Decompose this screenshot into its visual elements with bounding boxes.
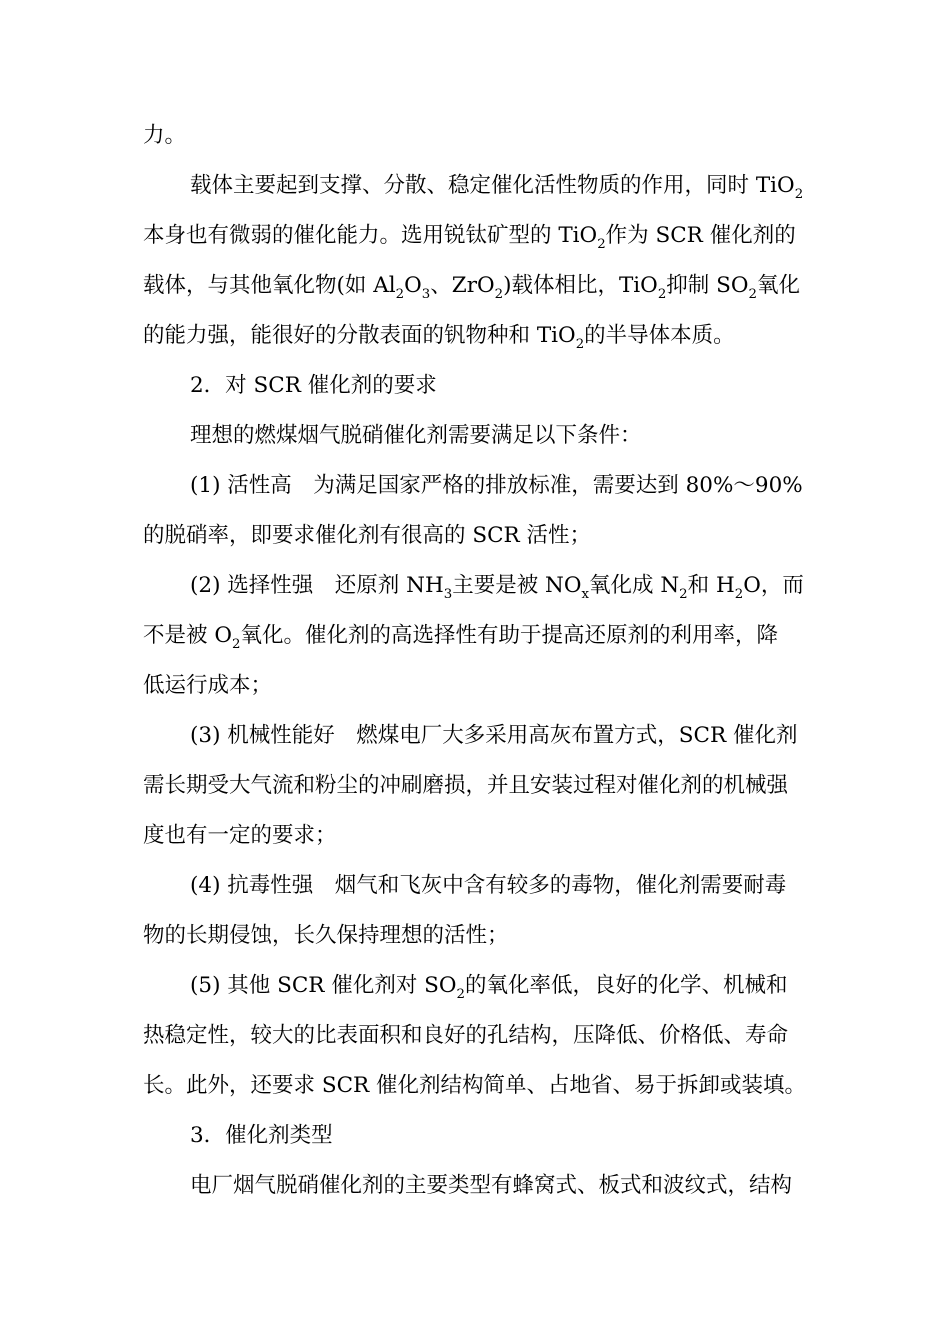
list-item-line	[143, 1021, 807, 1051]
text-fragment: 载体主要起到支撑、分散、稳定催化活性物质的作用，同时 TiO	[190, 173, 795, 198]
item-title: (2) 选择性强	[190, 573, 314, 598]
list-item-line	[143, 671, 807, 701]
text-fragment: 本身也有微弱的催化能力。选用锐钛矿型的 TiO	[143, 223, 598, 248]
paragraph-line	[143, 321, 807, 351]
text-fragment: 抑制 SO	[666, 273, 749, 298]
subscript: 2	[794, 186, 804, 201]
text-fragment: 热稳定性，较大的比表面积和良好的孔结构，压降低、价格低、寿命	[143, 1023, 789, 1048]
subscript: 2	[456, 986, 465, 1001]
text-fragment: 低运行成本；	[143, 673, 273, 698]
subscript: 2	[679, 586, 688, 601]
text-fragment: 氧化成 N	[589, 573, 680, 598]
subscript: 2	[395, 286, 405, 301]
list-item-line	[143, 821, 807, 851]
text-fragment: 的氧化率低，良好的化学、机械和	[465, 973, 788, 998]
paragraph-line	[190, 421, 807, 451]
text-fragment: 的能力强，能很好的分散表面的钒物种和 TiO	[143, 323, 576, 348]
list-item-line	[143, 921, 807, 951]
paragraph-line	[143, 271, 807, 301]
subscript: 2	[657, 286, 667, 301]
subscript: 2	[575, 336, 585, 351]
subscript: 3	[421, 286, 431, 301]
paragraph-line	[190, 1171, 807, 1201]
subscript: 2	[494, 286, 504, 301]
text-fragment: 氧化	[756, 273, 800, 298]
text-fragment: 电厂烟气脱硝催化剂的主要类型有蜂窝式、板式和波纹式，结构	[190, 1173, 793, 1198]
text-fragment: 的脱硝率，即要求催化剂有很高的 SCR 活性；	[143, 523, 592, 548]
text-fragment: 、ZrO	[430, 273, 495, 298]
text-fragment: 需长期受大气流和粉尘的冲刷磨损，并且安装过程对催化剂的机械强	[143, 773, 789, 798]
text-fragment: 烟气和飞灰中含有较多的毒物，催化剂需要耐毒	[334, 873, 787, 898]
text-fragment: 氧化。催化剂的高选择性有助于提高还原剂的利用率，降	[240, 623, 778, 648]
subscript: 2	[231, 636, 241, 651]
text-fragment: O，而	[743, 573, 804, 598]
item-title: (5) 其他 SCR 催化剂对 SO	[190, 973, 457, 998]
text-fragment: )载体相比，TiO	[503, 273, 658, 298]
list-item-line	[143, 1071, 807, 1101]
list-item-line	[190, 871, 807, 901]
text-fragment: 载体，与其他氧化物(如 Al	[143, 273, 396, 298]
heading-text: 2．对 SCR 催化剂的要求	[190, 373, 437, 398]
section-heading	[190, 371, 807, 401]
text-fragment: 理想的燃煤烟气脱硝催化剂需要满足以下条件：	[190, 423, 642, 448]
item-title: (1) 活性高	[190, 473, 292, 498]
text-fragment: 物的长期侵蚀，长久保持理想的活性；	[143, 923, 509, 948]
text-fragment: O	[404, 273, 422, 298]
list-item-line	[143, 521, 807, 551]
list-item-line	[143, 771, 807, 801]
list-item-line	[190, 571, 807, 601]
text-fragment: 为满足国家严格的排放标准，需要达到 80%～90%	[313, 473, 803, 498]
list-item-line	[190, 971, 807, 1001]
list-item-line	[190, 721, 807, 751]
subscript: 2	[597, 236, 606, 251]
subscript: 2	[748, 286, 757, 301]
paragraph-line	[190, 171, 807, 201]
list-item-line	[143, 621, 807, 651]
heading-text: 3．催化剂类型	[190, 1123, 333, 1148]
text-fragment: 还原剂 NH	[334, 573, 444, 598]
list-item-line	[190, 471, 807, 501]
text-fragment: 度也有一定的要求；	[143, 823, 337, 848]
subscript: 2	[734, 586, 744, 601]
subscript: 3	[443, 586, 453, 601]
text-fragment: 力。	[143, 123, 187, 148]
text-fragment: 和 H	[687, 573, 735, 598]
text-fragment: 作为 SCR 催化剂的	[605, 223, 796, 248]
text-fragment: 的半导体本质。	[584, 323, 735, 348]
text-fragment: 燃煤电厂大多采用高灰布置方式，SCR 催化剂	[356, 723, 798, 748]
section-heading	[190, 1121, 807, 1151]
paragraph-line	[143, 221, 807, 251]
item-title: (4) 抗毒性强	[190, 873, 314, 898]
item-title: (3) 机械性能好	[190, 723, 335, 748]
subscript: x	[581, 586, 589, 601]
text-line	[143, 121, 807, 151]
text-fragment: 主要是被 NO	[452, 573, 582, 598]
text-fragment: 长。此外，还要求 SCR 催化剂结构简单、占地省、易于拆卸或装填。	[143, 1073, 807, 1098]
text-fragment: 不是被 O	[143, 623, 232, 648]
